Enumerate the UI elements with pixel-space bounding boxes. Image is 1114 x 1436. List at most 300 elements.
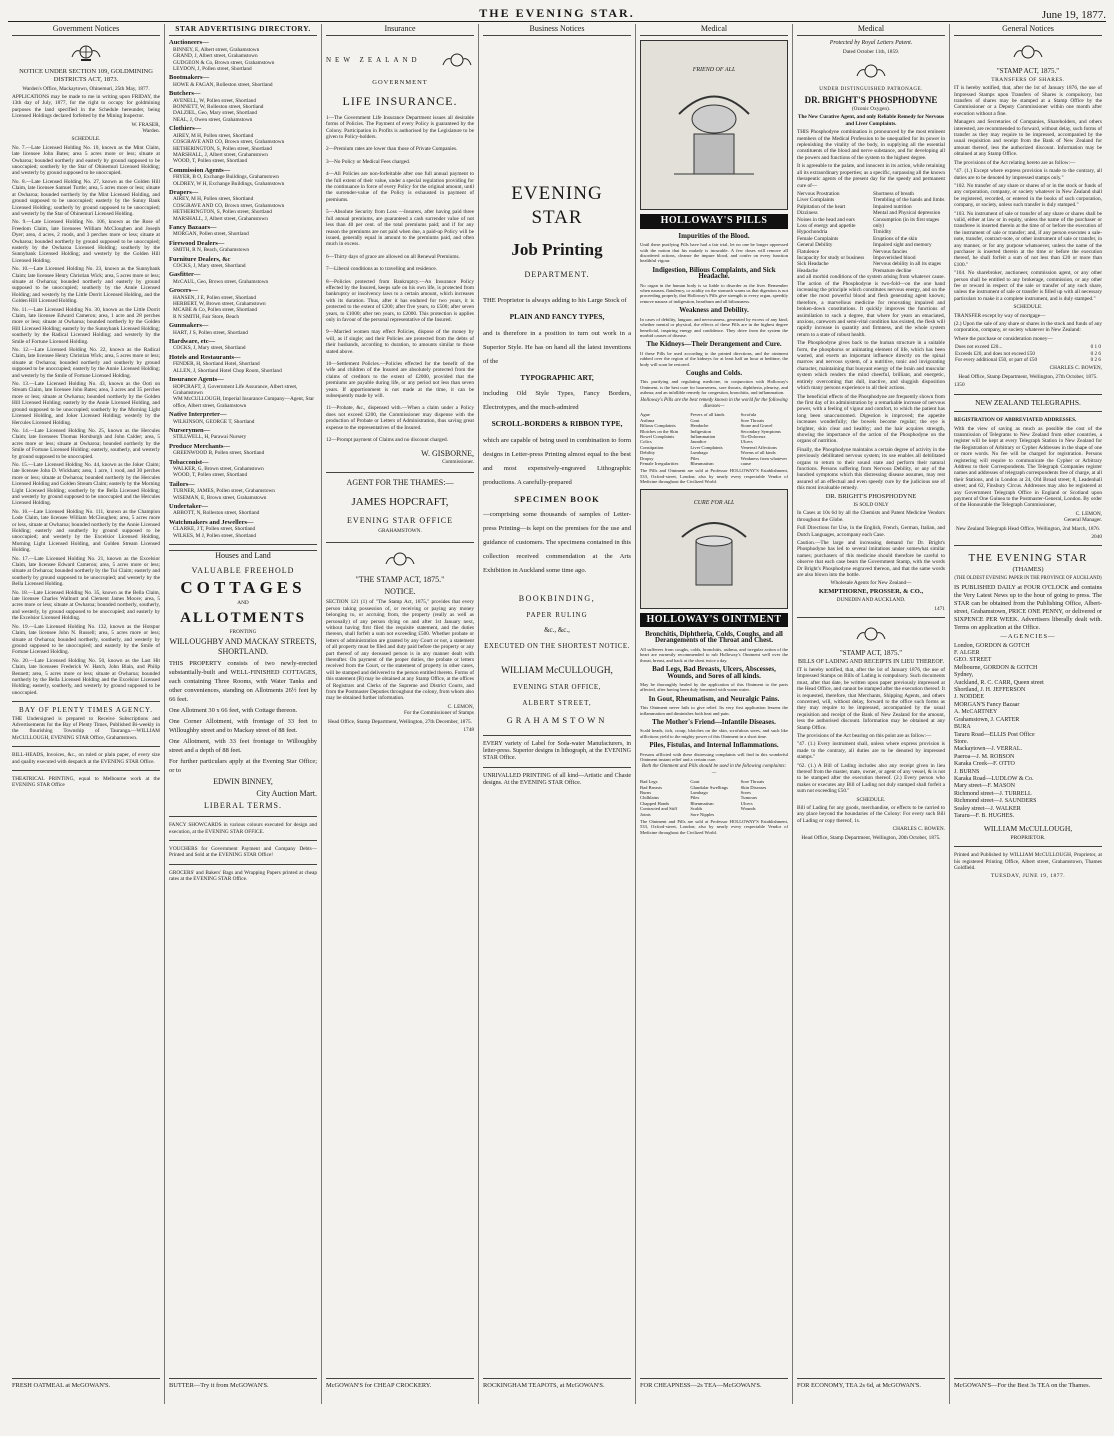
complaint-item: Burns xyxy=(640,790,651,795)
royal-arms-icon xyxy=(326,548,474,570)
directory-entry: MCABE & Co, Pollen street, Shortland xyxy=(173,307,258,314)
piles-heading: Piles, Fistulas, and Internal Inflammations. xyxy=(649,741,779,750)
list-item: No. 19.—Late Licensed Holding No. 132, known as the Hotspur Claim, late licensee John N. Russell; area, 5 acres more or less; situate at Owharoa; bounded northerly, southerly, and westerly by ground supposed to be unoccupied; and easterly by the Smile of Fortune Licensed Holding. xyxy=(12,623,160,656)
coughs-heading: Coughs and Colds. xyxy=(685,368,743,377)
schedule-body: Bill of Lading for any goods, merchandise, or effects to be carried to any place beyond the boundaries of the Colony: For every such Bill of Lading or copy thereof, 1s. xyxy=(797,805,945,824)
ailment-item: Headache xyxy=(797,267,818,274)
registration-heading: REGISTRATION OF ABBREVIATED ADDRESSES. xyxy=(954,417,1077,424)
general-manager: General Manager. xyxy=(1064,517,1102,524)
edwin-binney: EDWIN BINNEY, xyxy=(213,777,273,787)
agencies-list xyxy=(954,643,1102,821)
transfers-heading: TRANSFERS OF SHARES. xyxy=(991,76,1065,83)
royal-arms-icon xyxy=(440,49,474,71)
agency-item: Richmond street—J. SAUNDERS xyxy=(954,798,1037,805)
proprietor-office: EVENING STAR OFFICE, xyxy=(513,683,601,692)
column-advertising-directory xyxy=(164,24,321,1404)
bills-heading: BILLS OF LADING AND RECEIPTS IN LIEU THEREOF. xyxy=(797,658,945,665)
patent-label: Protected by Royal Letters Patent. xyxy=(829,40,913,47)
disease-item: Asthma xyxy=(640,417,655,423)
evening-star-heading: THE EVENING STAR xyxy=(968,552,1088,565)
badlegs-heading: Bad Legs, Bad Breasts, Ulcers, Abscesses, Wounds, and Sores of all kinds. xyxy=(652,665,776,680)
notice-signer: W. FRASER, xyxy=(131,121,160,128)
agent-name: JAMES HOPCRAFT, xyxy=(351,495,449,508)
agency-item: Tararu—F. B. HUGHES. xyxy=(954,812,1015,819)
kidneys-heading: The Kidneys—Their Derangement and Cure. xyxy=(646,340,782,349)
stamp-act-heading: "STAMP ACT, 1875." xyxy=(996,67,1060,76)
directory-category xyxy=(169,91,317,123)
insurance-point: 12—Prompt payment of Claims and no discount charged. xyxy=(326,437,449,444)
disease-item: Colics xyxy=(640,439,652,445)
masthead-date: June 19, 1877. xyxy=(1041,9,1106,21)
schedule-head: SCHEDULE. xyxy=(856,796,886,803)
directory-category xyxy=(169,444,317,457)
divider xyxy=(169,840,317,841)
disease-item: Piles xyxy=(690,455,700,461)
list-item: No. 9.—Late Licensed Holding No. 106, known as the Rose of Freedom Claim, late licensees William McCloughen and Joseph Dyer; area, 4 acres, 2 roods, and 3 perches more or less; situate at Owharoa; bounded northerly by ground supposed to be unoccupied; easterly by the Owharoa Licensed Holding; southerly by the Sunnybank Licensed Holding; and westerly by the Golden Hill Licensed Holding. xyxy=(12,219,160,264)
directory-category-heading: Fancy Bazaars— xyxy=(169,223,217,231)
stamp-office: Head Office, Stamp Department, Wellington, 27th December, 1875. xyxy=(328,718,472,725)
impurities-heading: Impurities of the Blood. xyxy=(678,231,750,240)
royal-arms-icon xyxy=(954,41,1102,63)
divider xyxy=(12,701,160,702)
directory-category-heading: Native Interpreter— xyxy=(169,411,227,419)
directory-entry: COSGRAVE AND CO, Brown street, Grahamstown xyxy=(173,139,285,146)
divider xyxy=(797,617,945,618)
billheads-ad: BILL-HEADS, Invoices, &c., on ruled or plain paper, of every size and quality executed with despatch at the EVENING STAR Office. xyxy=(12,752,160,765)
business-body-3: including Old Style Types, Fancy Borders, Electrotypes, and the much-admired xyxy=(483,390,631,412)
disease-item: Worms of all kinds xyxy=(740,450,776,456)
divider xyxy=(12,770,160,771)
directory-entry: HETHERINGTON, S, Pollen street, Shortland xyxy=(173,209,272,216)
directory-category-heading: Firewood Dealers— xyxy=(169,239,225,247)
phosphodyne-body-6: Finally, the Phosphodyne maintains a certain degree of activity in the previously debilitated nervous system; its use enables all debilitated organs to return to their sound state and perform their natural functions. Persons suffering from Nervous Debility, or any of the hundred symptoms which this distressing disease assumes, may rest assured of an effectual and even speedy cure by the judicious use of this most invaluable remedy. xyxy=(797,446,945,492)
labels-ad: EVERY variety of Label for Soda-water Manufacturers, in letter-press. Superior designs in lithograph, at the EVENING STAR Office. xyxy=(483,741,631,762)
directory-entry: HOPCRAFT, J, Government Life Assurance, Albert street, Grahamstown xyxy=(173,383,298,396)
directory-entry: SMITH, R N, Beach, Grahamstown xyxy=(173,247,250,254)
signer-name: CHARLES C. BOWEN, xyxy=(1049,365,1102,372)
notice-body: APPLICATIONS may be made to me in writing upon FRIDAY, the 13th day of July, 1877, for the right to occupy for goldmining purposes the land specified in the Schedule hereunder, being Licensed Holdings declared forfeited by the Mining Inspector. xyxy=(12,94,160,120)
complaint-item: Lumbago xyxy=(690,790,708,795)
ailment-item: Shortness of breath xyxy=(873,190,914,197)
holloway-pills-illustration xyxy=(640,40,788,210)
insurance-point: 1—The Government Life Insurance Department issues all desirable forms of Policies. The Payment of every Policy is guaranteed by the Colony. Participation in Profits is authorised by the Legislature to be given to Policy-holders. xyxy=(326,114,474,141)
directory-entry: WILKES, M J, Pollen street, Shortland xyxy=(173,532,256,539)
agency-item: Store. xyxy=(954,738,969,745)
disease-item: Venereal Affections xyxy=(740,444,777,450)
telegraphs-heading: NEW ZEALAND TELEGRAPHS. xyxy=(975,397,1081,407)
piles-body: Persons afflicted with these distressing complaints will find in this wonderful Ointment instant relief and a certain cure. xyxy=(640,751,788,762)
directory-entry: HART, J S, Pollen street, Shortland xyxy=(173,329,248,336)
complaint-item: Glandular Swellings xyxy=(690,784,728,790)
unrivalled-ad: UNRIVALLED PRINTING of all kind—Artistic and Chaste designs. At the EVENING STAR Office. xyxy=(483,773,631,787)
sold-body: In Cases at 10s 6d by all the Chemists and Patent Medicine Vendors throughout the Globe. xyxy=(797,510,945,523)
proprietor-label: PROPRIETOR. xyxy=(1010,834,1046,841)
disease-item: Inflammation xyxy=(690,434,716,439)
directory-entry: WALKER, G, Brown street, Grahamstown xyxy=(173,465,264,472)
complaint-item: Sore Nipples xyxy=(690,811,715,817)
transfer-desc: (2.) Upon the sale of any share or shares in the stock and funds of any corporation, company, or society whatever in New Zealand: xyxy=(954,321,1102,334)
column-business-notices xyxy=(478,24,635,1404)
directory-entry: TURNER, JAMES, Pollen street, Grahamstown xyxy=(173,488,275,495)
list-item: No. 13.—Late Licensed Holding No. 43, known as the Ooti on Stream Claim, late licensee John Bates; area, 3 acres and 35 perches more or less; situate at Owharoa; bounded northerly by the Golden Hill Licensed Holding; easterly by the Annie Licensed Holding, and ground supposed to be unoccupied; southerly by the Morning Light Licensed Holding, and Joker Licensed Holding; westerly by the Hercules Licensed Holding. xyxy=(12,381,160,426)
insurance-point: 3—No Policy or Medical Fees charged. xyxy=(326,158,411,165)
section-62: "62. (1.) A Bill of Lading includes also any receipt given in lieu thereof from the master, mate, owner, or agent of any vessel, & is not to be stamped after the execution thereof. (2.) Every person who makes or executes any Bill of Lading not duly stamped shall forfeit a sum not exceeding £50." xyxy=(797,762,945,795)
agent-label: AGENT FOR THE THAMES:— xyxy=(346,477,454,487)
ailment-item: Incapacity for study or business xyxy=(797,254,865,261)
footer-ad: McGOWAN'S—For the Best 3s TEA on the Thames. xyxy=(954,1378,1102,1400)
column-government-notices xyxy=(8,24,164,1404)
and-text: AND xyxy=(237,600,249,607)
directory-category-heading: Watchmakers and Jewellers— xyxy=(169,518,254,526)
directory-category-heading: Drapers— xyxy=(169,188,199,196)
directory-category xyxy=(169,257,317,270)
both-heading: Both the Ointment and Pills should be used in the following complaints:— xyxy=(641,764,787,776)
directory-entry: WM McCULLOUGH, Imperial Insurance Company—Agent, Star office, Albert street, Grahamstown xyxy=(173,396,315,409)
section-47: "47. (1.) Except where express provision is made to the contrary, all duties are to be denoted by impressed stamps only." xyxy=(954,168,1102,181)
mother-body: Scald heads, itch, croup, blotches on the skin, scrofulous sores, and such like afflictions yield to the mighty power of this Ointment in a short time. xyxy=(640,728,788,739)
directory-category xyxy=(169,288,317,320)
complaint-item: Sores xyxy=(740,790,751,795)
divider xyxy=(954,545,1102,546)
stamp-signer: C. LEMON, xyxy=(447,703,474,710)
divider xyxy=(954,394,1102,395)
directory-entry: DALZIEL, Geo, Mary street, Shortland xyxy=(173,110,257,117)
weakness-body: In cases of debility, languor, and nervousness, generated by excess of any kind, whether mental or physical, the effects of these Pills are in the highest degree beneficial, inspiring energy and confidence. They drive from the system the morbid causes of disease. xyxy=(640,316,788,338)
agency-item: Richmond street—J. TURRELL xyxy=(954,790,1032,797)
disease-item: Tic-Doloreux xyxy=(740,434,766,439)
directory-category xyxy=(169,339,317,352)
directory-category xyxy=(169,190,317,222)
footer-ad: FRESH OATMEAL at McGOWAN'S. xyxy=(12,1378,160,1400)
section-header: Medical xyxy=(797,24,945,36)
list-item: No. 18.—Late Licensed Holding No. 35, known as the Bella Claim, late licensee Charles Wallnutt and Clement James Moore; area, 5 acres more or less; situate at Owharoa; bounded northerly, southerly, and westerly, by ground supposed to be unoccupied; and easterly by the Excelsior Licensed Holding. xyxy=(12,589,160,622)
stamp-act-heading: "THE STAMP ACT, 1875." xyxy=(355,575,445,585)
complaint-item: Wounds xyxy=(740,806,756,812)
column-medical-phosphodyne xyxy=(792,24,949,1404)
gout-heading: In Gout, Rheumatism, and Neuralgic Pains. xyxy=(648,694,780,703)
notice-signer-role: Warden. xyxy=(142,128,160,135)
section-header: Insurance xyxy=(326,24,474,36)
phosphodyne-body-5: The beneficial effects of the Phosphodyne are frequently shown from the first day of its administration by a remarkable increase of nervous power, with a feeling of vigour and comfort, to which the patient has long been unaccustomed. Digestion is improved; the appetite increases wonderfully; the bowels become regular; the eye is brighter, skin clear and healthy; and the hair acquires strength, showing the importance of the action of the Phosphodyne on the organs of nutrition. xyxy=(797,393,945,445)
impurities-body: Until these purifying Pills have had a fair trial, let no one be longer oppressed with the notion that his malady is incurable. A few doses will remove all disordered actions, cleanse the impure blood, and confer on every function healthful vigour. xyxy=(640,242,788,264)
sold-notice: The Pills and Ointment are sold at Professor HOLLOWAY'S Establishment, 533, Oxford-street, London; also by nearly every respectable Vendor of Medicine throughout the Civilized World. xyxy=(640,468,788,485)
columns xyxy=(8,24,1106,1404)
disease-item: Bilious Complaints xyxy=(640,423,676,429)
holloways-pills-banner: HOLLOWAY'S PILLS xyxy=(640,214,788,228)
divider xyxy=(954,846,1102,847)
ailment-item: Hypochondria xyxy=(797,229,828,236)
commissioner-name: W. GISBORNE, xyxy=(421,449,474,459)
directory-category xyxy=(169,168,317,187)
stamp-act-body: SECTION 121 (1) of "The Stamp Act, 1875," provides that every person taking possession of, or receiving or paying any money belonging to, or accruing from, the property (really as well as personally) of any person dying on and after 1st January next, without having first filed the requisite statement, and the duties thereon, shall forfeit a sum not exceeding £500. Whether probate or letters of administration are granted by any Court or not, a statement of all property must be filed and duty paid before the property or any part thereof of any deceased person is in any manner dealt with thereafter. On payment of the proper duties, the probate or letters received from the Court, or the statement of property in other cases, will be stamped and delivered to the person entitled thereto. Forms of this statement (B) may be obtained at any Stamp Office, at the offices of Registrars and Clerks of the Supreme and District Courts, and from the Postmaster Deputies throughout the colony, from whom also may be obtained further information. xyxy=(326,599,474,702)
mother-heading: The Mother's Friend—Infantile Diseases. xyxy=(652,717,776,726)
list-item: No. 15.—Late Licensed Holding No. 44, known as the Joker Claim; late licensee John D. Wickham; area, 1 acre, 1 rood, and 30 perches more or less; situate at Owharoa; bounded northerly by the Hercules Licensed Holding and Golden Stream Claim; easterly by the Morning Light Licensed Holding; southerly by the Bella Licensed Holding; and westerly by ground supposed to be unoccupied and the Hercules Licensed Holding. xyxy=(12,461,160,507)
telegraph-number: 2040 xyxy=(1091,534,1102,540)
fee-label: Does not exceed £20... xyxy=(955,344,1003,351)
divider xyxy=(954,411,1102,412)
gout-body: This Ointment never fails to give relief. Its very first application lessens the inflammation and diminishes both heat and pain. xyxy=(640,705,788,716)
proprietor-street: ALBERT STREET, xyxy=(522,699,592,708)
royal-arms-icon xyxy=(797,60,945,82)
directory-entry: STILLWELL, H, Parawai Nursery xyxy=(173,434,247,441)
registration-body: With the view of saving as much as possible the cost of the transmission of Telegrams to New Zealand from other countries, a register will be kept at every Telegraph Station in New Zealand for the Registration of Arbitrary or Cypher Addresses in the shape of one or more words. No fee will be charged for registration. Persons registering will require to communicate the Cypher or Arbitrary Address to their Correspondents. The Telegraph Companies register names and addresses of telegraph correspondents free of charge, at all their Stations, and in London at 24, Old Broad street; 8, Leadenhall street; and 62, Finsbury Circus. Addresses may also be registered at any Government Telegraph Office in England or Scotland upon payment of One Guinea to the Postmaster-General, London. By order of the Honourable the Telegraph Commissioner, xyxy=(954,425,1102,509)
directory-entry: McCAUL, Geo, Brown street, Grahamstown xyxy=(173,278,269,285)
directory-category-heading: Bootmakers— xyxy=(169,74,210,82)
list-item: No. 7.—Late Licensed Holding No. 10, known as the Mint Claim, late licensee John Bates; area 5 acres more or less; situate at Owharoa; bounded northerly and easterly by ground supposed to be unoccupied; southerly by the Star of Ohinemuri Licensed Holding; and westerly by ground supposed to be unoccupied. xyxy=(12,144,160,177)
list-item: No. 11.—Late Licensed Holding No. 30, known as the Little Dorrit Claim, late licensee Edward Cameron; area, 1 acre and 28 perches more or less; situate at Owharoa; bounded northerly by the Golden Hill Licensed Holding; easterly by the Sunnybank Licensed Holding; southerly by the Radical Licensed Holding; and westerly by the Smile of Fortune Licensed Holding. xyxy=(12,306,160,345)
column-insurance xyxy=(321,24,478,1404)
disease-item: Lumbago xyxy=(690,450,708,456)
directory-entry: WOOD, T, Pollen street, Shortland xyxy=(173,158,248,165)
list-item: No. 12.—Late Licensed Holding No. 22, known as the Radical Claim, late licensee Henry Christian Wick; area, 5 acres more or less; situate at Owharoa; bounded northerly and southerly by ground supposed to be unoccupied; easterly by the Annie Licensed Holding; and westerly by the Smile of Fortune Licensed Holding. xyxy=(12,347,160,379)
ointment-pot-icon xyxy=(674,507,754,597)
fee-value: 0 2 6 xyxy=(1090,350,1101,357)
allotment-corner: One Corner Allotment, with frontage of 33 feet to Willoughby street and to Mackay street of 88 feet. xyxy=(169,718,317,735)
insurance-points xyxy=(326,115,474,444)
complaint-item: Bad Breasts xyxy=(640,784,663,790)
notice-label: NOTICE. xyxy=(384,587,416,597)
directory-category-heading: Nurserymen— xyxy=(169,426,211,434)
royal-arms-icon xyxy=(12,41,160,63)
directory-entry: GREENWOOD B, Pollen street, Shortland xyxy=(173,450,265,457)
evening-star-heading: EVENING STAR xyxy=(511,183,603,229)
badlegs-body: May be thoroughly healed by the application of this Ointment to the parts affected, after having been duly fomented with warm water. xyxy=(640,681,788,693)
issue-date: TUESDAY, JUNE 19, 1877. xyxy=(990,873,1066,880)
where-label: Where the purchase or consideration money— xyxy=(954,335,1053,342)
footer-ad: ROCKINGHAM TEAPOTS, at McGOWAN'S. xyxy=(483,1378,631,1400)
disease-item: Gout xyxy=(690,417,700,423)
stamp-number: 1748 xyxy=(463,727,474,733)
disease-item: Stone and Gravel xyxy=(740,423,773,429)
schedule-head: SCHEDULE. xyxy=(1013,304,1043,311)
directory-category-heading: Produce Merchants— xyxy=(169,442,230,450)
sold-notice-2: The Ointment and Pills are sold at Professor HOLLOWAY'S Establishment, 533, Oxford-street, London; also by nearly every respectable Vendor of Medicine throughout the Civilized World. xyxy=(640,819,788,835)
royal-arms-icon xyxy=(797,623,945,645)
notice-office: Warden's Office, Mackaytown, Ohinemuri, 25th May, 1877. xyxy=(22,85,150,92)
holloways-ointment-banner: HOLLOWAY'S OINTMENT xyxy=(640,613,788,627)
directory-entry: MARSHALL, J, Albert street, Grahamstown xyxy=(173,151,268,158)
complaint-item: Rheumatism xyxy=(690,800,714,806)
allotment-two: One Allotment, with 33 feet frontage to Willoughby street and a depth of 88 feet. xyxy=(169,738,317,755)
directory-entry: COSGRAVE AND CO, Brown street, Grahamstown xyxy=(173,202,285,209)
directory-category-heading: Butchers— xyxy=(169,90,201,98)
bills-body: IT is hereby notified, that, after the 1st of January 1876, the use of Impressed Stamps on Bills of Lading is compulsory. Such documents must, after that date, be written upon paper previously impressed at the Head Office, and cannot be stamped after the execution thereof. It is requested, therefore, that Merchants, Shipping Agents, and others concerned, will, without delay, forward to the office such forms as they may require to be impressed, accompanied by the usual requisition and receipt of the Bank of New Zealand for the amount, less the authorised discount. Information may be obtained at any Stamp Office. xyxy=(797,666,945,731)
weakness-heading: Weakness and Debility. xyxy=(679,306,749,315)
business-body-4: which are capable of being used in combination to form designs in Letter-press Printing almost equal to the best and most expensively-engraved Lithographic productions. A carefully-prepared xyxy=(483,436,631,486)
typographic-art: TYPOGRAPHIC ART, xyxy=(520,372,594,382)
plain-fancy-types: PLAIN AND FANCY TYPES, xyxy=(509,312,605,322)
directory-entry: HETHERINGTON, S, Pollen street, Shortland xyxy=(173,145,272,152)
sold-only: IS SOLD ONLY xyxy=(853,502,889,508)
directory-category xyxy=(169,482,317,501)
indigestion-body: No organ in the human body is so liable to disorder as the liver. Remember when nausea, flatulency, or acidity on the stomach warns us that digestion is not proceeding properly, that Holloway's Pills give strength to every organ, speedily remove nausea of indigestion, heartburn and all biliousness. xyxy=(640,282,788,304)
agency-item: Melbourne, GORDON & GOTCH xyxy=(954,664,1038,671)
ailment-item: Impaired sight and memory xyxy=(873,242,932,249)
insurance-point: 10—Settlement Policies.—Policies effected for the benefit of the wife and children of the Insured are absolutely protected from the claims of creditors to the extent of £2000, provided that the premiums are payable during life, or any period not less than seven years. If apportionment is not made at the time, it can be subsequently made by will. xyxy=(326,361,474,400)
divider xyxy=(483,767,631,768)
directory-entry: BONNETT, W, Rolleston street, Shortland xyxy=(173,104,264,111)
agency-item: Shortland, J. H. JEFFERSON xyxy=(954,687,1026,694)
sold-heading: DR. BRIGHT'S PHOSPHODYNE xyxy=(825,492,917,500)
directory-category xyxy=(169,40,317,72)
disease-item: Bowel Complaints xyxy=(640,434,675,439)
liberal-terms: LIBERAL TERMS. xyxy=(203,801,282,811)
directory-entry: FENDER, H, Shortland Hotel, Shortland xyxy=(173,361,260,368)
ailment-item: Premature decline xyxy=(873,267,912,274)
dunedin-number: 1471 xyxy=(934,605,945,612)
directory-entry: AIREY, M H, Pollen street, Shortland xyxy=(173,196,254,203)
pill-box-icon xyxy=(669,74,759,184)
directory-category xyxy=(169,355,317,374)
section-header: Business Notices xyxy=(483,24,631,36)
agency-item: Sydney, xyxy=(954,672,974,679)
government-label: GOVERNMENT xyxy=(372,79,428,87)
disease-item: Jaundice xyxy=(690,439,707,445)
complaint-item: Skin Diseases xyxy=(740,784,767,790)
thames-label: (THAMES) xyxy=(1012,566,1044,574)
disease-item: Rheumatism xyxy=(690,461,714,467)
ailment-item: General Debility xyxy=(797,242,833,249)
masthead-title: THE EVENING STAR. xyxy=(479,6,635,20)
phosphodyne-body-1: THIS Phosphodyne combination is pronounced by the most eminent members of the Medical Profession to be unequalled for its power in replenishing the vitality of the body, in supplying all the essential constituents of the blood and nerve substance, and for developing all the powers and functions of the system to the highest degree. xyxy=(797,129,945,161)
diseases-list xyxy=(640,412,788,466)
ailments-list xyxy=(797,191,945,274)
section-104: "104. No sharebroker, auctioneer, commission agent, or any other person shall be entitled to any brokerage, commission, or any other fee or reward in respect of the sale or transfer of any such share, unless the instrument of sale or transfer is filled up with all necessary particulars to make it a complete instrument, and is duly stamped." xyxy=(954,270,1102,302)
directory-category-heading: Tailors— xyxy=(169,480,195,488)
directory-category xyxy=(169,75,317,88)
directory-entry: MORGAN, Pollen street, Shortland xyxy=(173,231,249,238)
directory-entry: HOWE & FAGAN, Rolleston street, Shortland xyxy=(173,81,273,88)
proprietor-name: WILLIAM McCULLOUGH, xyxy=(983,824,1073,834)
lemon-name: C. LEMON, xyxy=(1075,510,1102,517)
notice-title: NOTICE UNDER SECTION 109, GOLDMINING DISTRICTS ACT, 1873. xyxy=(19,68,153,83)
new-cure-label: The New Curative Agent, and only Reliable Remedy for Nervous and Liver Complaints. xyxy=(797,114,945,127)
list-item: No. 17.—Late Licensed Holding No. 21, known as the Excelsior Claim, late licensee Edward Cameron; area, 5 acres more or less; situate at Owharoa; bounded northerly by the Tui Claim; easterly and southerly by ground supposed to be unoccupied; and westerly by the Bella Licensed Holding. xyxy=(12,555,160,588)
disease-item: Female Irregularities xyxy=(640,461,679,467)
disease-item: Secondary Symptoms xyxy=(740,428,781,434)
directory-category xyxy=(169,323,317,336)
agency-item: Grahamstown, J. CARTER xyxy=(954,716,1020,723)
schedule-list xyxy=(12,145,160,696)
commissioner-role: Commissioner. xyxy=(442,459,474,466)
directory-entry: BINNEY, E, Albert street, Grahamstown xyxy=(173,46,260,53)
kempthorne-label: KEMPTHORNE, PROSSER, & CO., xyxy=(818,587,924,595)
directory-category-heading: Grocers— xyxy=(169,287,198,295)
footer-ad: FOR ECONOMY, TEA 2s 6d, at McGOWAN'S. xyxy=(797,1378,945,1400)
property-body: THIS PROPERTY consists of two newly-erected substantially-built and WELL-FINISHED COTTAGES, each containing Three Rooms, with Water Tanks and other conveniences, standing on Allotments 26½ feet by 66 feet. xyxy=(169,660,317,704)
directory-category xyxy=(169,428,317,441)
disease-item: Ague xyxy=(640,412,650,418)
fancy-showcards-ad: FANCY SHOWCARDS in various colours executed for design and execution, at the EVENING STAR OFFICE. xyxy=(169,822,317,835)
agencies-heading: —AGENCIES— xyxy=(1000,633,1056,641)
insurance-point: 2—Premium rates are lower than those of Private Companies. xyxy=(326,146,458,153)
paper-ruling: PAPER RULING xyxy=(526,611,588,620)
cure-for-all-banner: CURE FOR ALL xyxy=(693,500,735,507)
ailment-item: Trembling of the hands and limbs xyxy=(873,197,945,204)
directory-entry: MARSHALL, J, Albert street, Grahamstown xyxy=(173,215,268,222)
directory-entry: NEAL, J, Owen street, Grahamstown xyxy=(173,116,253,123)
directory-entry: GUDGEON & Co, Brown street, Grahamstown xyxy=(173,59,275,66)
oldest-paper-label: (THE OLDEST EVENING PAPER IN THE PROVINCE OF AUCKLAND) xyxy=(954,575,1102,581)
directory-entry: WILKINSON, GEORGE T, Shortland xyxy=(173,418,255,425)
ailment-item: Flatulence xyxy=(797,248,820,255)
section-header: Government Notices xyxy=(12,24,160,36)
directory-entry: WISEMAN, E, Brown street, Grahamstown xyxy=(173,494,267,501)
bronchitis-heading: Bronchitis, Diphtheria, Colds, Coughs, and all Derangements of the Throat and Chest. xyxy=(645,630,783,645)
bronchitis-body: All sufferers from coughs, colds, bronchitis, asthma, and irregular action of the heart are earnestly recommended to rub Holloway's Ointment well over the throat, breast, and back at the chest twice a day. xyxy=(640,646,788,663)
ailment-item: Mental and Physical depression xyxy=(873,210,941,217)
printed-by: Printed and Published by WILLIAM McCULLOUGH, Proprietor, at his registered Printing Office, Albert street, Grahamstown, Thames Goldfield. xyxy=(954,852,1102,871)
executed-notice: EXECUTED ON THE SHORTEST NOTICE. xyxy=(484,642,630,651)
directory-category-heading: Hardware, etc— xyxy=(169,338,216,346)
business-body-5: —comprising some thousands of samples of Letter-press Printing—is kept on the premises for the use and guidance of customers. The specimens contained in this collection received commendation at the Arts Exhibition in Auckland some time ago. xyxy=(483,511,631,575)
ailment-item: Dizziness xyxy=(797,210,818,217)
masthead xyxy=(8,6,1106,22)
directory-entry: ABBOTT, N, Rolleston street, Shortland xyxy=(173,510,260,517)
agency-item: Auckland, R. C. CARR, Queen street xyxy=(954,679,1044,686)
footer-ad: McGOWAN'S for CHEAP CROCKERY. xyxy=(326,1378,474,1400)
directory-entry: GRAND, J, Albert street, Grahamstown xyxy=(173,53,258,60)
signer-office: Head Office, Stamp Department, Wellington, 27th October, 1875. xyxy=(958,373,1098,380)
fee-label: Exceeds £20, and does not exceed £50 xyxy=(955,350,1035,357)
complaint-item: Tumours xyxy=(740,795,758,801)
divider xyxy=(326,472,474,473)
complaint-item: Sore Throats xyxy=(740,779,765,785)
schedule-head: SCHEDULE. xyxy=(71,136,101,143)
proprietor-town: GRAHAMSTOWN xyxy=(506,714,608,725)
further-particulars: For further particulars apply at the Evening Star Office; or to xyxy=(169,758,317,775)
fee-row xyxy=(954,357,1102,363)
agency-item: GEO. STREET xyxy=(954,657,992,664)
agency-item: London, GORDON & GOTCH xyxy=(954,642,1030,649)
fee-label: For every additional £50, or part of £50 xyxy=(955,357,1038,364)
column-general-notices xyxy=(949,24,1106,1404)
agent-town: GRAHAMSTOWN. xyxy=(378,527,422,534)
divider xyxy=(12,746,160,747)
section-103: "103. No instrument of sale or transfer of any share or shares shall be valid, either at law or in equity, unless the name of the purchaser or transferee is inserted therein at the time of or before the execution of the instrument of sale or transfer; and, if any person executes a sale-note, transfer, contract-note, or other instrument of sale or transfer, in any manner, or for any purpose whatsoever, unless the name of the purchaser is inserted therein at the time or before the execution thereof, he shall forfeit a sum of not less than £20 or more than £100." xyxy=(954,210,1102,268)
agency-item: Paeroa—J. M. ROBSON xyxy=(954,753,1015,760)
directory-entry: R N SMITH, Fair Store, Beach xyxy=(173,313,240,320)
transfers-body-1: IT is hereby notified, that, after the 1st of January 1876, the use of Impressed Stamps upon Transfers of Shares is compulsory, but transfers of shares may be stamped at a Stamp Office by the Commissioner or a Deputy Commissioner within one month after execution without a fine. xyxy=(954,85,1102,117)
directory-category xyxy=(169,520,317,539)
vouchers-ad: VOUCHERS for Government Payment and Company Debts—Printed and Sold at the EVENING STAR Office! xyxy=(169,846,317,859)
disease-item: Sore Throats xyxy=(740,417,765,423)
streets-text: WILLOUGHBY AND MACKAY STREETS, SHORTLAND. xyxy=(169,637,317,657)
coughs-body: This purifying and regulating medicine, in conjunction with Holloway's Ointment, is the best cure for hoarseness, sore throats, diphtheria, pleurisy, and asthma; and an infallible remedy for congestion, bronchitis, and inflammation. xyxy=(640,379,788,396)
insurance-point: 4—All Policies are non-forfeitable after one full annual payment to the full extent of their value, under a special regulation providing for the continuance in force of every Policy for the original amount, until the surrender-value of the Policy is exhausted in payment of premiums. xyxy=(326,171,474,203)
directory-entry: AIREY, M H, Pollen street, Shortland xyxy=(173,132,254,139)
ailment-item: Consumption (in its first stages only) xyxy=(873,216,940,229)
disease-item: Ulcers xyxy=(740,439,753,445)
houses-land-header: Houses and Land xyxy=(169,550,317,562)
signer-office-number: 1350 xyxy=(954,382,965,389)
remedy-heading: Holloway's Pills are the best remedy known in the world for the following diseases— xyxy=(640,397,788,409)
ailment-item: Timidity xyxy=(873,229,892,236)
valuable-freehold: VALUABLE FREEHOLD xyxy=(191,566,295,576)
complaint-item: Piles xyxy=(690,795,700,801)
fee-value: 0 2 6 xyxy=(1090,357,1101,364)
footer-ad: BUTTER—Try it from McGOWAN'S. xyxy=(169,1378,317,1400)
agency-item: Sealey street—J. WALKER xyxy=(954,805,1021,812)
ailment-item: Impoverished blood xyxy=(873,254,916,261)
directions-body: Full Directions for Use, in the English, French, German, Italian, and Dutch Languages, accompany each Case. xyxy=(797,525,945,538)
phosphodyne-body-4: The Phosphodyne gives back to the human structure in a suitable form, the phosphorus or animating element of life, which has been wasted, and exerts an important influence directly on the spinal marrow and nervous system, of a nutritive, tonic and invigorating character, maintaining that buoyant energy of the brain and muscular system which renders the mind cheerful, brilliant, and energetic, entirely overcoming that dull, inactive, and sluggish disposition which many persons experience to all their actions. xyxy=(797,340,945,392)
directory-category xyxy=(169,225,317,238)
agency-item: Tararu Road—ELLIS Post Office xyxy=(954,731,1035,738)
ailment-item: Noises in the head and ears xyxy=(797,216,855,223)
list-item: No. 10.—Late Licensed Holding No. 23, known as the Sunnybank Claim; late licensee Henry Christian Wick; area, 5 acres more or less; situate at Owharoa; bounded northerly and easterly by ground supposed to be unoccupied; southerly by the Annie Licensed Holding; and westerly by the Little Dorrit Licensed Holding, and the Golden Hill Licensed Holding. xyxy=(12,266,160,305)
agency-item: F. ALGER xyxy=(954,650,980,657)
